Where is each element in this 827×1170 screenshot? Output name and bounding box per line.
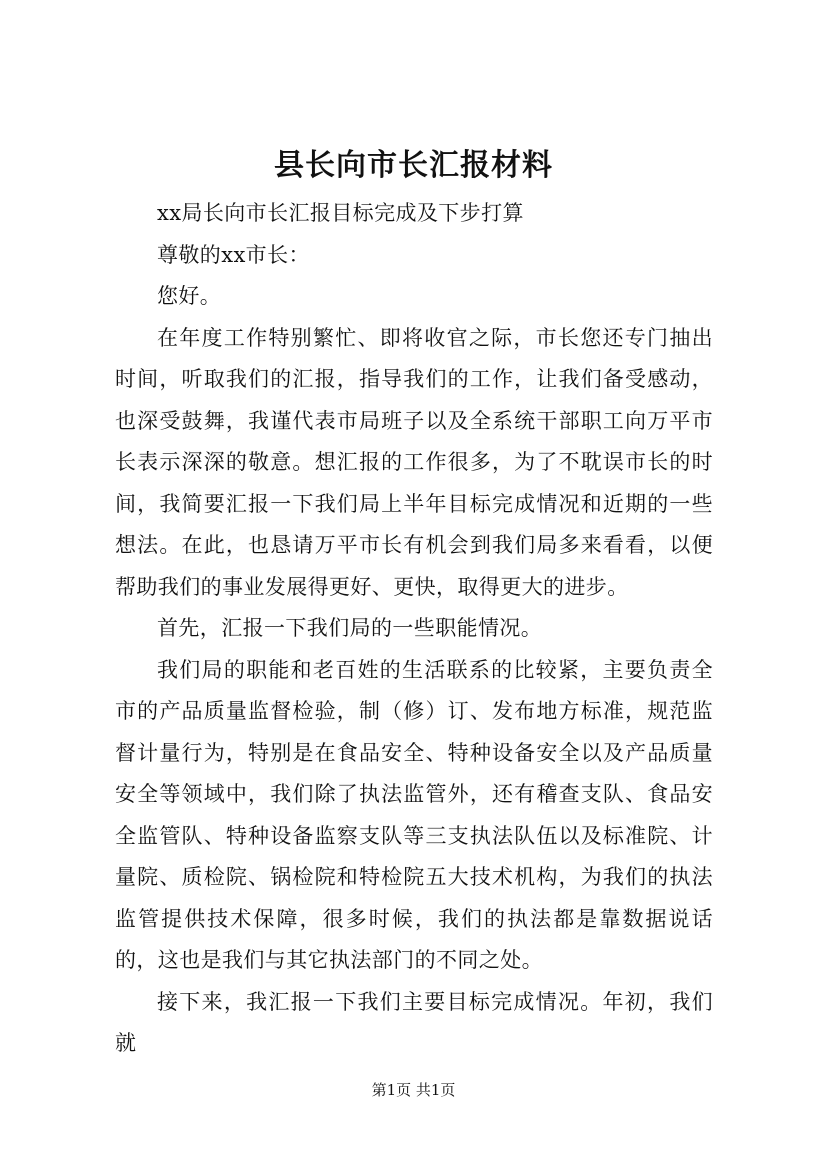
page-footer: 第1页 共1页 xyxy=(371,1081,456,1099)
paragraph-opening: 在年度工作特别繁忙、即将收官之际，市长您还专门抽出时间，听取我们的汇报，指导我们的工作，让我们备受感动，也深受鼓舞，我谨代表市局班子以及全系统干部职工向万平市长表示深深的敬意。想汇报的工作很多，为了不耽误市长的时间，我简要汇报一下我们局上半年目标完成情况和近期的一些想法。在此，也恳请万平市长有机会到我们局多来看看，以便帮助我们的事业发展得更好、更快，取得更大的进步。 xyxy=(115,325,713,599)
paragraph-salutation: 尊敬的xx市长： xyxy=(157,242,310,267)
paragraph-functions-detail: 我们局的职能和老百姓的生活联系的比较紧，主要负责全市的产品质量监督检验，制（修）订、发布地方标准，规范监督计量行为，特别是在食品安全、特种设备安全以及产品质量安全等领域中，我们除了执法监管外，还有稽查支队、食品安全监管队、特种设备监察支队等三支执法队伍以及标准院、计量院、质检院、锅检院和特检院五大技术机构，为我们的执法监管提供技术保障，很多时候，我们的执法都是靠数据说话的，这也是我们与其它执法部门的不同之处。 xyxy=(115,657,713,972)
paragraph-greeting: 您好。 xyxy=(157,284,222,308)
paragraph-targets: 接下来，我汇报一下我们主要目标完成情况。年初，我们就 xyxy=(115,989,713,1055)
document-title: 县长向市长汇报材料 xyxy=(274,148,553,183)
paragraph-functions-intro: 首先，汇报一下我们局的一些职能情况。 xyxy=(157,616,543,640)
document-body xyxy=(115,193,713,1065)
paragraph-subtitle: xx局长向市长汇报目标完成及下步打算 xyxy=(157,201,524,225)
